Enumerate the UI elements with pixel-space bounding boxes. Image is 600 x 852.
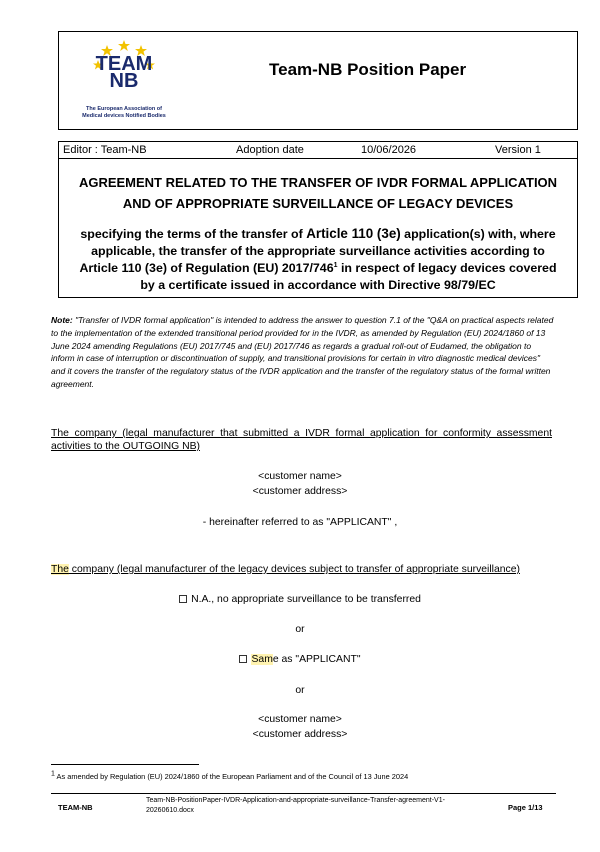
footnote-number: 1 [51, 770, 55, 778]
option-same [0, 652, 600, 667]
header-box [58, 31, 578, 130]
editor-label: Editor : Team-NB [63, 144, 147, 156]
section2-heading [51, 563, 552, 576]
section1-referred: - hereinafter referred to as "APPLICANT" , [202, 517, 398, 528]
na-checkbox[interactable] [179, 595, 187, 603]
note-label: Note: [51, 315, 73, 325]
footnote-text: As amended by Regulation (EU) 2024/1860 of the European Parliament and of the Council of 13 June 2024 [54, 772, 409, 781]
agreement-title-line1: AGREEMENT RELATED TO THE TRANSFER OF IVDR FORMAL APPLICATION [78, 175, 558, 190]
version-label: Version 1 [495, 144, 541, 156]
info-box [58, 141, 578, 298]
logo-sub1: The European Association of [86, 106, 162, 112]
section2-customer-name: <customer name> [258, 714, 342, 725]
specifying-text [59, 225, 577, 294]
section2-heading-rest: company (legal manufacturer of the legacy devices subject to transfer of appropriate surveillance) [68, 564, 520, 575]
footnote-divider [51, 764, 199, 765]
section1-heading: The company (legal manufacturer that submitted a IVDR formal application for conformity assessment activities to the OUTGOING NB) [51, 428, 552, 452]
or-separator-1: or [295, 624, 305, 635]
logo-line2: NB [109, 70, 139, 92]
logo-subtitle [69, 106, 179, 120]
header-title: Team-NB Position Paper [269, 60, 467, 79]
logo-line1: TEAM [95, 53, 153, 75]
spec-part1: specifying the terms of the transfer of [80, 227, 307, 241]
section1-customer-address: <customer address> [252, 486, 348, 497]
option-same-label: e as "APPLICANT" [272, 654, 361, 665]
agreement-title [59, 172, 577, 214]
option-na [0, 592, 600, 607]
section1-customer-name: <customer name> [258, 471, 342, 482]
footnote [51, 772, 408, 781]
spec-part2: application(s) with, where applicable, the transfer of the appropriate surveillance activities according to Article 110 (3e) of Regulation (EU) 2017/746 [79, 227, 556, 275]
footer-filename: Team-NB-PositionPaper-IVDR-Application-and-appropriate-surveillance-Transfer-agreement-V1-20260610.docx [146, 797, 445, 814]
info-row [59, 142, 577, 159]
footer-page-number: Page 1/13 [508, 803, 543, 812]
agreement-title-line2: AND OF APPROPRIATE SURVEILLANCE OF LEGACY DEVICES [122, 196, 514, 211]
note-paragraph [51, 314, 556, 391]
adoption-label: Adoption date [236, 144, 304, 156]
spec-article: Article 110 (3e) [306, 226, 401, 241]
option-na-label: N.A., no appropriate surveillance to be transferred [191, 594, 421, 605]
footnote-ref[interactable]: 1 [333, 261, 338, 269]
same-checkbox[interactable] [239, 655, 247, 663]
team-nb-logo [69, 38, 179, 126]
note-text: "Transfer of IVDR formal application" is intended to address the answer to question 7.1 of the "Q&A on practical aspects related to the implementation of the extended transitional period provided for in the IVDR, as amended by Regulation (EU) 2024/1860 of 13 June 2024 amending Regulations (EU) 2017/745 and (EU) 2017/746 as regards a gradual roll-out of Eudamed, the obligation to inform in case of interruption or discontinuation of supply, and transitional provisions for certain in vitro diagnostic medical devices" and it covers the transfer of the regulatory status of the IVDR application and the transfer of the regulatory status of the formal written agreement. [51, 315, 554, 389]
adoption-date: 10/06/2026 [361, 144, 417, 156]
section2-customer-address: <customer address> [252, 729, 348, 740]
logo-sub2: Medical devices Notified Bodies [82, 113, 166, 119]
logo-wordmark [69, 54, 179, 91]
or-separator-2: or [295, 685, 305, 696]
footer-left: TEAM-NB [58, 803, 93, 812]
section2-heading-highlight: The [51, 564, 69, 575]
spec-part3: in respect of legacy devices covered by a certificate issued in accordance with Directive 98/79/EC [140, 261, 557, 292]
option-same-highlight: Sam [251, 654, 273, 665]
footer-divider [51, 793, 556, 794]
